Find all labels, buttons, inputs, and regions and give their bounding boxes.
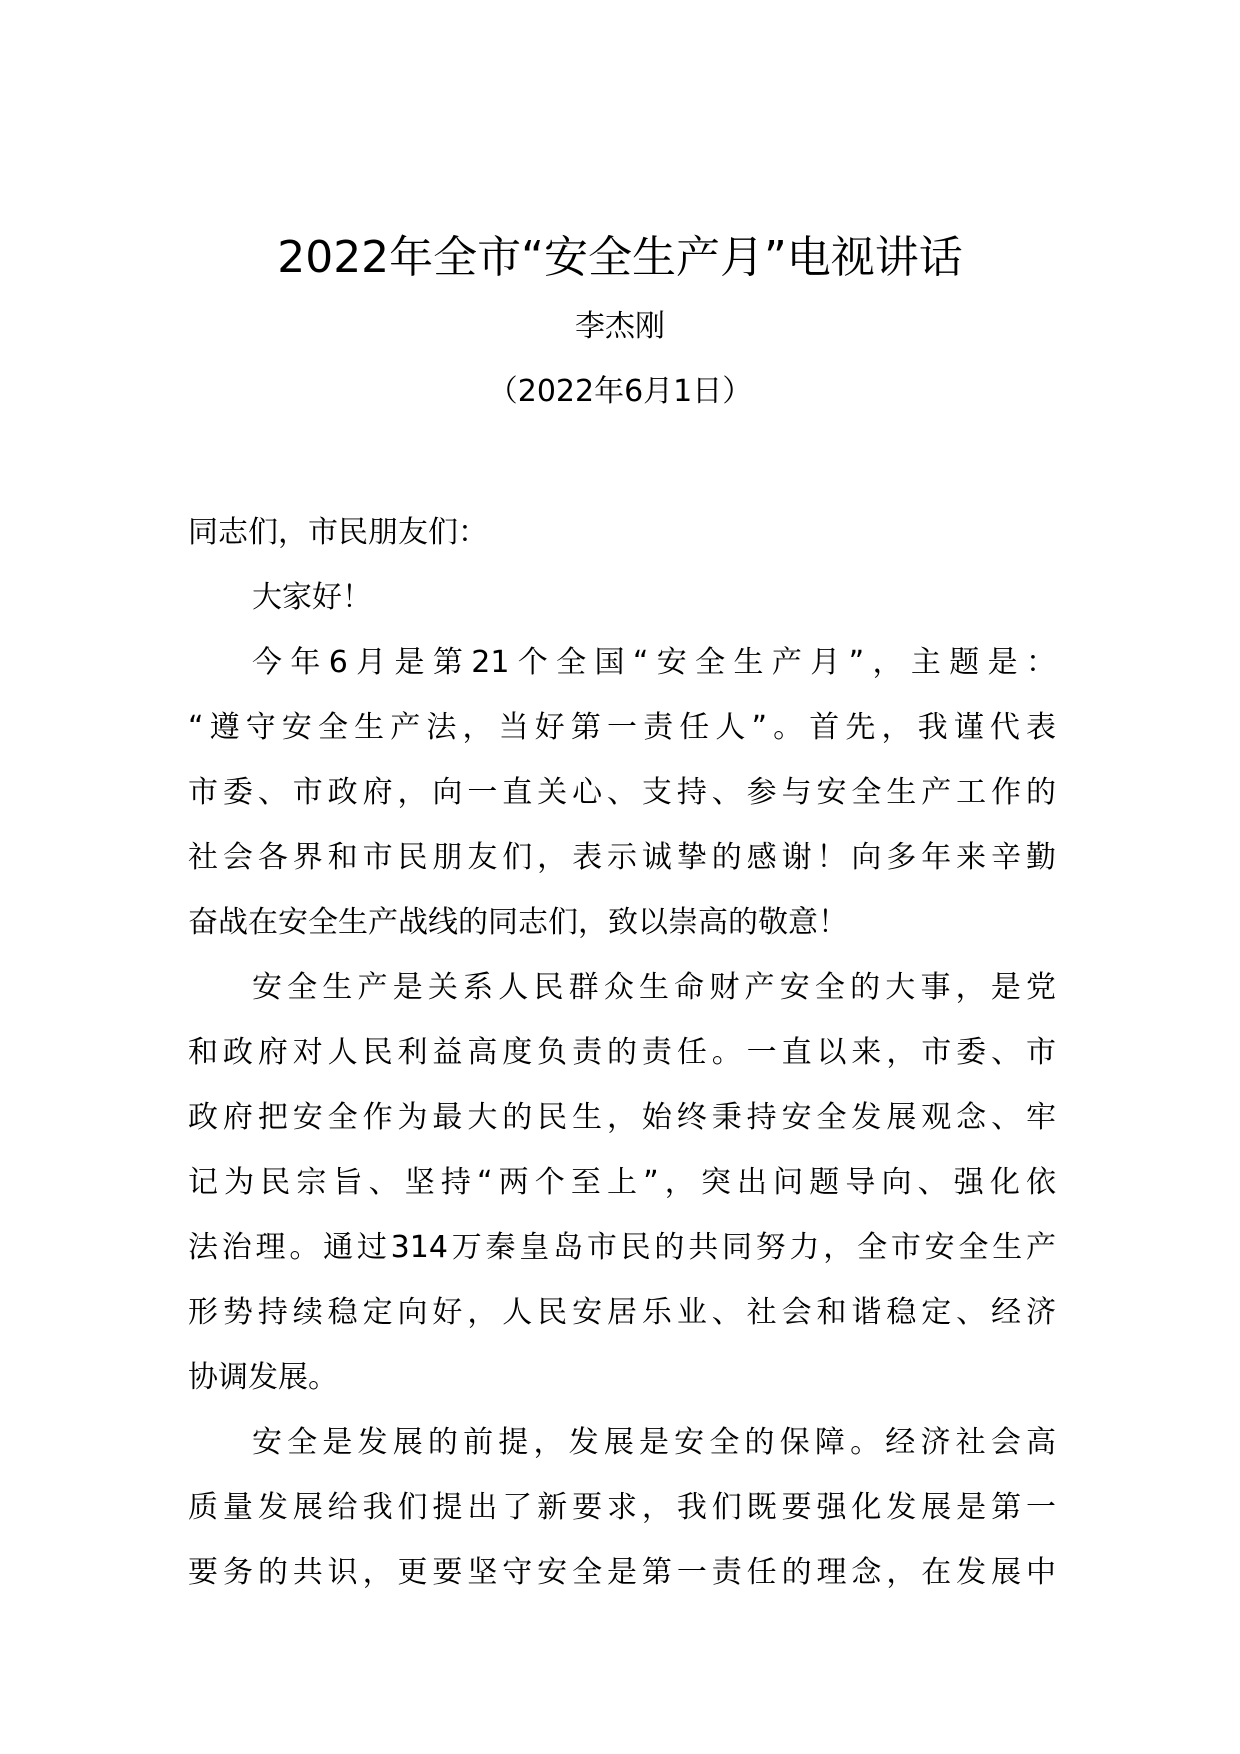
paragraph-3 bbox=[188, 1410, 1056, 1605]
paragraph-line: 今年6月是第21个全国“安全生产月”，主题是： bbox=[252, 645, 1056, 680]
paragraph-line: 市委、市政府，向一直关心、支持、参与安全生产工作的 bbox=[188, 775, 1056, 810]
paragraph-line: 要务的共识，更要坚守安全是第一责任的理念，在发展中 bbox=[188, 1555, 1056, 1590]
greeting: 大家好！ bbox=[252, 580, 372, 615]
document-body bbox=[188, 500, 1056, 1605]
paragraph-line: 安全生产是关系人民群众生命财产安全的大事，是党 bbox=[252, 970, 1056, 1005]
paragraph-line: 和政府对人民利益高度负责的责任。一直以来，市委、市 bbox=[188, 1035, 1056, 1070]
document-title: 2022年全市“安全生产月”电视讲话 bbox=[277, 232, 963, 283]
document-author: 李杰刚 bbox=[575, 309, 665, 344]
paragraph-line: 奋战在安全生产战线的同志们，致以崇高的敬意！ bbox=[188, 905, 848, 940]
paragraph-line: 质量发展给我们提出了新要求，我们既要强化发展是第一 bbox=[188, 1490, 1056, 1525]
paragraph-line: 法治理。通过314万秦皇岛市民的共同努力，全市安全生产 bbox=[188, 1230, 1056, 1265]
paragraph-line: 社会各界和市民朋友们，表示诚挚的感谢！向多年来辛勤 bbox=[188, 840, 1056, 875]
paragraph-line: 形势持续稳定向好，人民安居乐业、社会和谐稳定、经济 bbox=[188, 1295, 1056, 1330]
document-date: （2022年6月1日） bbox=[487, 374, 753, 409]
paragraph-line: 记为民宗旨、坚持“两个至上”，突出问题导向、强化依 bbox=[188, 1165, 1056, 1200]
paragraph-line: “遵守安全生产法，当好第一责任人”。首先，我谨代表 bbox=[188, 710, 1056, 745]
paragraph-1 bbox=[188, 630, 1056, 955]
paragraph-line: 政府把安全作为最大的民生，始终秉持安全发展观念、牢 bbox=[188, 1100, 1056, 1135]
paragraph-line: 协调发展。 bbox=[188, 1360, 338, 1395]
paragraph-2 bbox=[188, 955, 1056, 1410]
salutation: 同志们，市民朋友们： bbox=[188, 515, 488, 550]
paragraph-line: 安全是发展的前提，发展是安全的保障。经济社会高 bbox=[252, 1425, 1056, 1460]
